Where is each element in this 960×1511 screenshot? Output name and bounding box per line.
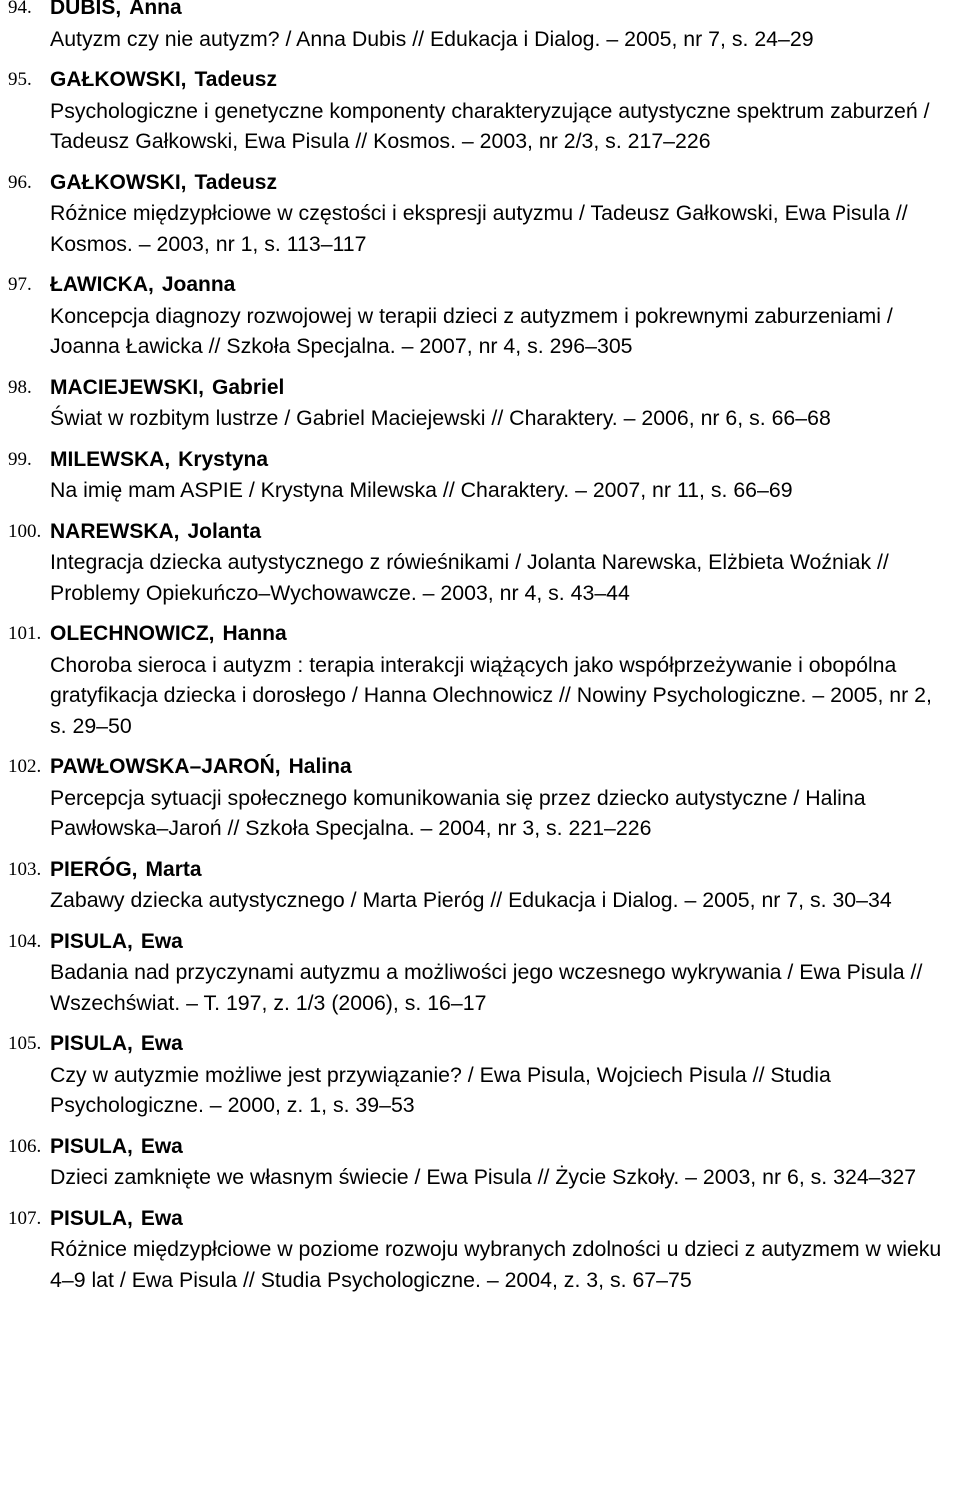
entry-author [50, 517, 960, 548]
bibliography-entry [0, 65, 960, 157]
author-surname: PISULA, [50, 1206, 133, 1230]
author-surname: PISULA, [50, 929, 133, 953]
entry-description: Autyzm czy nie autyzm? / Anna Dubis // Edukacja i Dialog. – 2005, nr 7, s. 24–29 [50, 26, 814, 51]
author-surname: OLECHNOWICZ, [50, 622, 215, 645]
entry-author [50, 619, 960, 650]
bibliography-entry [0, 619, 960, 741]
author-surname: PISULA, [50, 1032, 133, 1055]
author-first-name: Jolanta [187, 519, 262, 543]
entry-description: Integracja dziecka autystycznego z rówieśnikami / Jolanta Narewska, Elżbieta Woźniak // Problemy Opiekuńczo–Wychowawcze. – 2003, nr 4, s. 43–44 [50, 550, 889, 605]
bibliography-entry [0, 445, 960, 506]
entry-description: Badania nad przyczynami autyzmu a możliwości jego wczesnego wykrywania / Ewa Pisula // Wszechświat. – T. 197, z. 1/3 (2006), s. 16–17 [50, 960, 923, 1015]
entry-description: Różnice międzypłciowe w częstości i ekspresji autyzmu / Tadeusz Gałkowski, Ewa Pisula // Kosmos. – 2003, nr 1, s. 113–117 [50, 201, 908, 256]
bibliography-entry [0, 927, 960, 1019]
author-first-name: Ewa [140, 929, 183, 953]
entry-number: 104. [8, 930, 42, 952]
author-first-name: Tadeusz [194, 68, 277, 91]
entry-number: 98. [8, 376, 32, 398]
entry-author [50, 168, 960, 199]
bibliography-entry [0, 752, 960, 844]
author-surname: MILEWSKA, [50, 447, 171, 471]
entry-number: 96. [8, 171, 32, 193]
entry-description: Zabawy dziecka autystycznego / Marta Pieróg // Edukacja i Dialog. – 2005, nr 7, s. 30–34 [50, 888, 892, 912]
entry-author [50, 445, 960, 476]
entry-number: 106. [8, 1135, 42, 1157]
author-first-name: Ewa [140, 1206, 183, 1230]
author-first-name: Ewa [140, 1032, 183, 1055]
author-surname: PAWŁOWSKA–JAROŃ, [50, 755, 281, 778]
author-first-name: Hanna [222, 622, 287, 645]
entry-description: Psychologiczne i genetyczne komponenty charakteryzujące autystyczne spektrum zaburzeń / Tadeusz Gałkowski, Ewa Pisula // Kosmos. – 2003, nr 2/3, s. 217–226 [50, 98, 930, 153]
entry-author [50, 0, 960, 24]
author-surname: PISULA, [50, 1134, 133, 1158]
bibliography-entry [0, 0, 960, 54]
entry-description: Różnice międzypłciowe w poziome rozwoju wybranych zdolności u dzieci z autyzmem w wieku 4–9 lat / Ewa Pisula // Studia Psychologiczne. – 2004, z. 3, s. 67–75 [50, 1237, 942, 1292]
author-first-name: Anna [129, 0, 182, 19]
entry-number: 101. [8, 623, 42, 644]
entry-number: 107. [8, 1207, 42, 1229]
entry-number: 100. [8, 520, 42, 542]
bibliography-entry [0, 855, 960, 916]
entry-author [50, 270, 960, 301]
bibliography-entry [0, 270, 960, 362]
bibliography-entry [0, 373, 960, 434]
bibliography-entry [0, 517, 960, 609]
entry-description: Koncepcja diagnozy rozwojowej w terapii dzieci z autyzmem i pokrewnymi zaburzeniami / Joanna Ławicka // Szkoła Specjalna. – 2007, nr 4, s. 296–305 [50, 303, 893, 358]
author-surname: PIERÓG, [50, 857, 138, 881]
entry-number: 97. [8, 274, 32, 295]
author-surname: GAŁKOWSKI, [50, 170, 187, 194]
entry-author [50, 373, 960, 404]
author-surname: DUBIS, [50, 0, 122, 19]
entry-author [50, 1204, 960, 1235]
author-surname: MACIEJEWSKI, [50, 375, 205, 399]
entry-number: 95. [8, 69, 32, 90]
entry-author [50, 1029, 960, 1060]
bibliography-entry [0, 1204, 960, 1296]
author-surname: ŁAWICKA, [50, 273, 154, 296]
author-first-name: Halina [288, 755, 352, 778]
entry-author [50, 752, 960, 783]
entry-author [50, 927, 960, 958]
entry-number: 105. [8, 1033, 42, 1054]
bibliography-entry [0, 168, 960, 260]
entry-description: Świat w rozbitym lustrze / Gabriel Maciejewski // Charaktery. – 2006, nr 6, s. 66–68 [50, 406, 831, 430]
entry-author [50, 1132, 960, 1163]
entry-author [50, 855, 960, 886]
entry-number: 103. [8, 858, 42, 880]
entry-number: 102. [8, 756, 42, 777]
author-surname: GAŁKOWSKI, [50, 68, 187, 91]
entry-number: 99. [8, 448, 32, 470]
entry-number: 94. [8, 0, 32, 18]
entry-description: Czy w autyzmie możliwe jest przywiązanie? / Ewa Pisula, Wojciech Pisula // Studia Psychologiczne. – 2000, z. 1, s. 39–53 [50, 1062, 831, 1117]
entry-description: Percepcja sytuacji społecznego komunikowania się przez dziecko autystyczne / Halina Pawłowska–Jaroń // Szkoła Specjalna. – 2004, nr 3, s. 221–226 [50, 785, 866, 840]
author-first-name: Krystyna [178, 447, 269, 471]
entry-description: Na imię mam ASPIE / Krystyna Milewska // Charaktery. – 2007, nr 11, s. 66–69 [50, 478, 793, 502]
author-first-name: Ewa [140, 1134, 183, 1158]
bibliography-entry [0, 1029, 960, 1121]
author-first-name: Joanna [161, 273, 236, 296]
author-first-name: Gabriel [212, 375, 285, 399]
entry-author [50, 65, 960, 96]
author-first-name: Marta [145, 857, 202, 881]
entry-description: Choroba sieroca i autyzm : terapia interakcji wiążących jako współprzeżywanie i obopólna gratyfikacja dziecka i dorosłego / Hanna Olechnowicz // Nowiny Psychologiczne. – 2005, nr 2, s. 29–50 [50, 652, 932, 738]
bibliography-entry [0, 1132, 960, 1193]
author-surname: NAREWSKA, [50, 519, 180, 543]
entry-description: Dzieci zamknięte we własnym świecie / Ewa Pisula // Życie Szkoły. – 2003, nr 6, s. 324–327 [50, 1165, 917, 1189]
author-first-name: Tadeusz [194, 170, 277, 194]
